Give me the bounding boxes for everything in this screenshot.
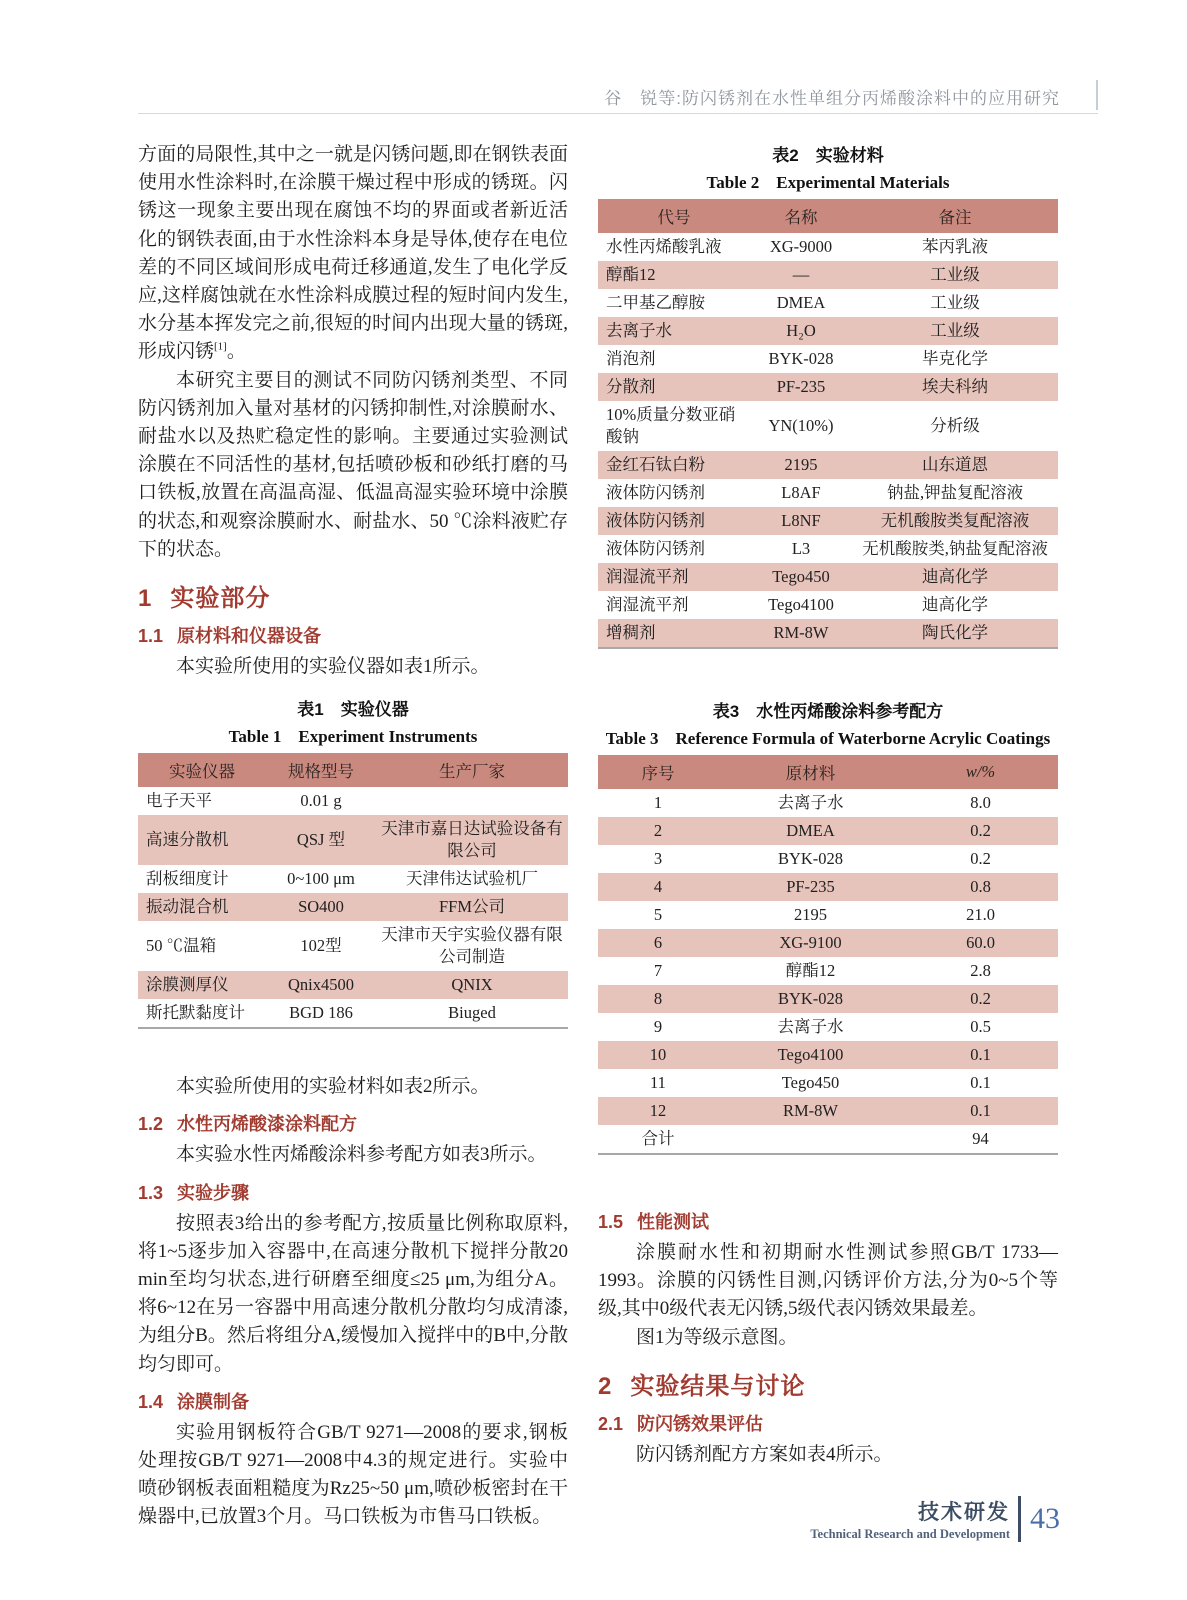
table2-caption-en: Table 2 Experimental Materials	[706, 173, 950, 192]
section-title: 原材料和仪器设备	[177, 626, 322, 647]
table-row	[598, 479, 1058, 507]
table-cell: DMEA	[776, 293, 826, 312]
section-title: 实验步骤	[177, 1182, 250, 1203]
spacer	[138, 1029, 568, 1073]
table-row	[598, 563, 1058, 591]
section-title: 性能测试	[637, 1212, 710, 1232]
section-heading-1	[138, 578, 568, 613]
table-cell: BGD 186	[289, 1003, 353, 1023]
section-heading-1-3	[138, 1179, 568, 1205]
column-header: 实验仪器	[138, 753, 266, 787]
table-cell: 0.01 g	[300, 791, 342, 811]
table-cell: BYK-028	[777, 849, 844, 868]
table-header-row	[598, 199, 1058, 233]
table-cell: 无机酸胺类复配溶液	[880, 511, 1030, 530]
table-cell: 无机酸胺类,钠盐复配溶液	[862, 539, 1048, 558]
table-cell: 0.1	[970, 1073, 991, 1092]
table-row	[598, 901, 1058, 929]
column-header: 规格型号	[266, 753, 376, 787]
table-cell: 水性丙烯酸乳液	[606, 237, 722, 256]
table-cell: 分散剂	[606, 377, 656, 396]
left-column	[138, 141, 568, 1532]
table-cell: 0~100 μm	[287, 869, 355, 889]
table-cell: 山东道恩	[922, 455, 988, 474]
spacer	[598, 1155, 1058, 1199]
table-experimental-materials	[598, 199, 1058, 649]
table-row	[598, 451, 1058, 479]
page-number: 43	[1030, 1502, 1060, 1535]
running-title: 谷 锐等:防闪锈剂在水性单组分丙烯酸涂料中的应用研究	[604, 89, 1060, 108]
section-title: 防闪锈效果评估	[637, 1413, 764, 1434]
table-cell: 9	[653, 1017, 663, 1036]
section-title: 涂膜制备	[177, 1391, 250, 1412]
column-header: 名称	[750, 199, 852, 233]
section-heading-1-4	[138, 1388, 568, 1414]
section-number: 1.2	[138, 1114, 164, 1135]
table-cell: 涂膜测厚仪	[146, 975, 229, 995]
table-cell: 2195	[794, 905, 827, 924]
table-cell: Tego450	[781, 1073, 840, 1092]
table-cell: YN(10%)	[768, 416, 834, 435]
table-cell: XG-9000	[769, 237, 833, 256]
footer-divider-bar	[1018, 1496, 1021, 1542]
table-cell: 3	[653, 849, 663, 868]
table-cell: H₂O	[786, 321, 816, 340]
table-cell: 5	[653, 905, 663, 924]
table2-caption-cn: 表2 实验材料	[772, 146, 884, 165]
table-row	[598, 507, 1058, 535]
table-row	[598, 1097, 1058, 1125]
table-cell: 50 ℃温箱	[146, 936, 217, 956]
table-row	[598, 261, 1058, 289]
spacer	[598, 649, 1058, 683]
table-cell: 润湿流平剂	[606, 595, 689, 614]
table-cell: 工业级	[930, 321, 980, 340]
table-cell: Qnix4500	[288, 975, 354, 995]
table-cell: 8.0	[970, 793, 991, 812]
table-cell: 6	[653, 933, 663, 952]
table-cell: 0.8	[970, 877, 991, 896]
table-row	[138, 787, 568, 815]
table-row	[138, 815, 568, 865]
table-cell: 消泡剂	[606, 349, 656, 368]
table-row	[598, 985, 1058, 1013]
table1-caption-en: Table 1 Experiment Instruments	[228, 727, 478, 747]
table-cell: 0.5	[970, 1017, 991, 1036]
table-cell: 12	[649, 1101, 667, 1120]
table-row	[598, 345, 1058, 373]
table-cell: 二甲基乙醇胺	[606, 293, 705, 312]
column-header: 原材料	[718, 755, 903, 789]
section-1-5-paragraph: 涂膜耐水性和初期耐水性测试参照GB/T 1733—1993。涂膜的闪锈性目测,闪锈评价方法,分为0~5个等级,其中0级代表无闪锈,5级代表闪锈效果最差。	[598, 1242, 1058, 1320]
intro-paragraph-2: 本研究主要目的测试不同防闪锈剂类型、不同防闪锈剂加入量对基材的闪锈抑制性,对涂膜耐水、耐盐水以及热贮稳定性的影响。主要通过实验测试涂膜在不同活性的基材,包括喷砂板和砂纸打磨的马口铁板,放置在高温高湿、低温高湿实验环境中涂膜的状态,和观察涂膜耐水、耐盐水、50 ℃涂料液贮存下的状态。	[138, 369, 568, 560]
section-title: 实验结果与讨论	[630, 1372, 806, 1400]
table-cell: 去离子水	[777, 1017, 844, 1036]
section-title: 水性丙烯酸漆涂料配方	[177, 1114, 358, 1135]
section-2-1-paragraph: 防闪锈剂配方方案如表4所示。	[636, 1443, 893, 1465]
section-number: 1.4	[138, 1391, 164, 1412]
table-cell: FFM公司	[438, 897, 506, 917]
table-cell: PF-235	[776, 377, 826, 396]
table-row	[138, 893, 568, 921]
table-cell: 天津伟达试验机厂	[406, 869, 538, 889]
page-footer	[0, 1496, 1060, 1542]
section-number: 2.1	[598, 1413, 624, 1434]
table-cell: 金红石钛白粉	[606, 455, 705, 474]
table-row	[598, 591, 1058, 619]
table-row	[138, 999, 568, 1028]
table-cell: —	[792, 265, 810, 284]
table3-caption-cn: 表3 水性丙烯酸涂料参考配方	[712, 702, 944, 721]
table-row	[598, 929, 1058, 957]
table-cell: 2195	[784, 455, 818, 474]
table-cell: XG-9100	[779, 933, 842, 952]
intro-paragraph-1-period: 。	[226, 341, 246, 363]
section-heading-2	[598, 1366, 1058, 1401]
table-cell: 去离子水	[606, 321, 672, 340]
table-cell: 高速分散机	[146, 830, 229, 850]
table-row	[598, 233, 1058, 261]
table-cell: Biuged	[448, 1003, 496, 1023]
table-cell: 21.0	[966, 905, 995, 924]
table-cell	[718, 1125, 903, 1154]
table-cell: L8NF	[781, 511, 821, 530]
table-cell: 2	[653, 821, 663, 840]
footer-section-labels	[810, 1496, 1010, 1542]
table1-caption-cn: 表1 实验仪器	[297, 700, 409, 720]
table-header-row	[598, 755, 1058, 789]
table-cell: QSJ 型	[296, 830, 346, 850]
table-cell: 7	[653, 961, 663, 980]
table-cell: Tego4100	[777, 1045, 844, 1064]
table-cell: 4	[653, 877, 663, 896]
section-1-2-paragraph: 本实验水性丙烯酸涂料参考配方如表3所示。	[176, 1144, 547, 1166]
table-cell: 醇酯12	[606, 265, 656, 284]
table-row	[598, 401, 1058, 451]
table-row	[138, 921, 568, 971]
table-cell: 0.2	[970, 849, 991, 868]
table-cell: 液体防闪锈剂	[606, 539, 705, 558]
section-number: 2	[598, 1372, 613, 1400]
table-cell: 天津市天宇实验仪器有限公司制造	[381, 925, 563, 967]
table-cell: 埃夫科纳	[922, 377, 988, 396]
column-header: 代号	[598, 199, 750, 233]
table-cell: 陶氏化学	[922, 623, 988, 642]
header-rule	[138, 113, 1098, 114]
table-row	[598, 1041, 1058, 1069]
table-row	[598, 789, 1058, 817]
table-cell: L3	[791, 539, 811, 558]
table-row	[598, 1013, 1058, 1041]
table-cell: SO400	[298, 897, 344, 917]
table-cell: 1	[653, 793, 663, 812]
section-1-5-paragraph-2: 图1为等级示意图。	[636, 1326, 798, 1348]
table-cell: 分析级	[930, 416, 980, 435]
section-heading-1-1	[138, 622, 568, 648]
table-cell: 毕克化学	[922, 349, 988, 368]
table-row	[598, 1069, 1058, 1097]
table-header-row	[138, 753, 568, 787]
table-cell: 102型	[300, 936, 342, 956]
table-cell: 天津市嘉日达试验设备有限公司	[381, 819, 563, 861]
table-row	[138, 865, 568, 893]
table-cell: 钠盐,钾盐复配溶液	[886, 483, 1024, 502]
table-row	[598, 817, 1058, 845]
table-cell: RM-8W	[773, 623, 829, 642]
table-cell: 60.0	[966, 933, 995, 952]
section-number: 1	[138, 585, 153, 613]
table-reference-formula	[598, 755, 1058, 1155]
table-row	[598, 845, 1058, 873]
table-cell: 电子天平	[146, 791, 212, 811]
table-row	[598, 373, 1058, 401]
section-heading-1-5	[598, 1208, 1058, 1234]
table-cell: QNIX	[451, 975, 493, 995]
table-cell: 工业级	[930, 265, 980, 284]
table-cell: 94	[972, 1129, 989, 1148]
table-cell: 10%质量分数亚硝酸钠	[606, 405, 736, 446]
section-1-3-paragraph: 按照表3给出的参考配方,按质量比例称取原料,将1~5逐步加入容器中,在高速分散机下搅拌分散20 min至均匀状态,进行研磨至细度≤25 μm,为组分A。将6~12在另一容器中用高速分散机分散均匀成清漆,为组分B。然后将组分A,缓慢加入搅拌中的B中,分散均匀即可。	[138, 1212, 568, 1375]
table-cell: 0.2	[970, 989, 991, 1008]
table-row	[598, 619, 1058, 648]
table-row	[598, 957, 1058, 985]
table-experiment-instruments	[138, 753, 568, 1029]
column-header: 生产厂家	[376, 753, 568, 787]
table-cell: 刮板细度计	[146, 869, 229, 889]
table-cell: 2.8	[970, 961, 991, 980]
section-heading-1-2	[138, 1110, 568, 1136]
table3-caption-en: Table 3 Reference Formula of Waterborne Acrylic Coatings	[605, 729, 1051, 748]
footer-section-en: Technical Research and Development	[810, 1527, 1010, 1541]
table-cell: 振动混合机	[146, 897, 229, 917]
table-cell: 苯丙乳液	[922, 237, 988, 256]
section-number: 1.1	[138, 626, 164, 647]
table-cell: 11	[650, 1073, 666, 1092]
section-1-4-paragraph: 实验用钢板符合GB/T 9271—2008的要求,钢板处理按GB/T 9271—2008中4.3的规定进行。实验中喷砂钢板表面粗糙度为Rz25~50 μm,喷砂板密封在干燥器中,已放置3个月。马口铁板为市售马口铁板。	[138, 1421, 568, 1528]
table-cell: 迪高化学	[922, 595, 988, 614]
citation-ref: [1]	[214, 341, 227, 354]
section-1-1-paragraph: 本实验所使用的实验仪器如表1所示。	[176, 656, 490, 678]
table-cell: 0.2	[970, 821, 991, 840]
table-row	[138, 971, 568, 999]
intro-paragraph-1	[138, 141, 568, 367]
table-cell: 增稠剂	[606, 623, 656, 642]
table-cell: Tego4100	[768, 595, 834, 614]
table-cell: 液体防闪锈剂	[606, 483, 705, 502]
table-cell: 润湿流平剂	[606, 567, 689, 586]
section-number: 1.5	[598, 1212, 624, 1232]
column-header: w/%	[903, 755, 1058, 789]
header-tick-divider	[1096, 80, 1098, 110]
column-header: 备注	[852, 199, 1058, 233]
intro-paragraph-1-text: 方面的局限性,其中之一就是闪锈问题,即在钢铁表面使用水性涂料时,在涂膜干燥过程中形成的锈斑。闪锈这一现象主要出现在腐蚀不均的界面或者新近活化的钢铁表面,由于水性涂料本身是导体,使存在电位差的不同区域间形成电荷迁移通道,发生了电化学反应,这样腐蚀就在水性涂料成膜过程的短时间内发生,水分基本挥发完之前,很短的时间内出现大量的锈斑,形成闪锈	[138, 144, 568, 363]
table-cell: 0.1	[970, 1045, 991, 1064]
table-row	[598, 1125, 1058, 1154]
table-row	[598, 535, 1058, 563]
table-cell: 液体防闪锈剂	[606, 511, 705, 530]
table-cell: DMEA	[786, 821, 835, 840]
table-row	[598, 289, 1058, 317]
table-row	[598, 873, 1058, 901]
table-cell: RM-8W	[783, 1101, 838, 1120]
table-cell: PF-235	[786, 877, 835, 896]
table-cell: Tego450	[772, 567, 830, 586]
table-cell: 10	[649, 1045, 667, 1064]
right-column	[598, 141, 1058, 1469]
table-cell: 合计	[641, 1129, 675, 1148]
table-row	[598, 317, 1058, 345]
table-cell: 8	[653, 989, 663, 1008]
section-number: 1.3	[138, 1182, 164, 1203]
section-heading-2-1	[598, 1410, 1058, 1436]
table-cell: BYK-028	[768, 349, 834, 368]
table-cell: L8AF	[781, 483, 821, 502]
materials-intro-paragraph: 本实验所使用的实验材料如表2所示。	[176, 1076, 490, 1098]
table-cell: BYK-028	[777, 989, 844, 1008]
section-title: 实验部分	[170, 585, 271, 613]
table-cell: 去离子水	[777, 793, 844, 812]
table-cell: 0.1	[970, 1101, 991, 1120]
table-cell: 工业级	[930, 293, 980, 312]
table-cell	[376, 787, 568, 815]
column-header: 序号	[598, 755, 718, 789]
table-cell: 醇酯12	[785, 961, 836, 980]
table-cell: 斯托默黏度计	[146, 1003, 245, 1023]
footer-section-cn: 技术研发	[918, 1501, 1010, 1524]
table-cell: 迪高化学	[922, 567, 988, 586]
